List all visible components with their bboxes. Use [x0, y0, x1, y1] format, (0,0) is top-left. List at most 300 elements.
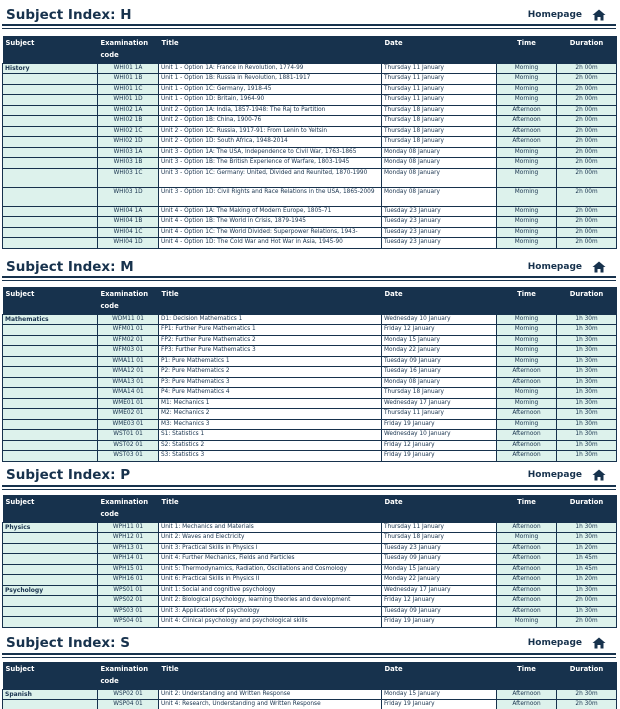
table-row — [3, 74, 617, 85]
duration-cell: 1h 30m — [557, 335, 617, 346]
subject-cell — [3, 206, 98, 217]
table-row — [3, 377, 617, 388]
column-header-date: Date — [382, 36, 497, 63]
title-cell: D1: Decision Mathematics 1 — [159, 314, 382, 325]
title-cell: M1: Mechanics 1 — [159, 398, 382, 409]
date-cell: Wednesday 17 January — [382, 585, 497, 596]
exam-code-cell: WHI03 1C — [98, 168, 159, 187]
header-rule — [2, 24, 616, 26]
title-cell: Unit 3: Applications of psychology — [159, 606, 382, 617]
table-row — [3, 522, 617, 533]
subject-cell — [3, 126, 98, 137]
title-cell: Unit 6: Practical Skills in Physics II — [159, 575, 382, 586]
table-row — [3, 543, 617, 554]
column-header-subject: Subject — [3, 662, 98, 689]
title-cell: Unit 1 - Option 1D: Britain, 1964-90 — [159, 95, 382, 106]
subject-cell — [3, 596, 98, 607]
duration-cell: 2h 00m — [557, 227, 617, 238]
time-cell: Morning — [497, 356, 557, 367]
table-row — [3, 419, 617, 430]
duration-cell: 2h 00m — [557, 137, 617, 148]
duration-cell: 2h 00m — [557, 84, 617, 95]
time-cell: Morning — [497, 419, 557, 430]
section-h — [2, 7, 616, 250]
date-cell: Monday 15 January — [382, 335, 497, 346]
duration-cell: 2h 00m — [557, 158, 617, 169]
column-header-exam-code: Examination code — [98, 36, 159, 63]
table-row — [3, 533, 617, 544]
exam-table — [2, 36, 617, 249]
duration-cell: 1h 45m — [557, 554, 617, 565]
time-cell: Morning — [497, 206, 557, 217]
table-row — [3, 335, 617, 346]
exam-code-cell: WHI02 1B — [98, 116, 159, 127]
table-row — [3, 95, 617, 106]
date-cell: Thursday 11 January — [382, 95, 497, 106]
column-header-date: Date — [382, 495, 497, 522]
section-title: Subject Index: P — [6, 467, 131, 483]
column-header-duration: Duration — [557, 495, 617, 522]
subject-cell: History — [3, 63, 98, 74]
title-cell: Unit 2 - Option 1A: India, 1857-1948: The Raj to Partition — [159, 105, 382, 116]
subject-cell: Spanish — [3, 689, 98, 700]
table-row — [3, 689, 617, 700]
time-cell: Afternoon — [497, 126, 557, 137]
title-cell: Unit 3 - Option 1C: Germany: United, Divided and Reunited, 1870-1990 — [159, 168, 382, 187]
subject-cell — [3, 409, 98, 420]
table-row — [3, 440, 617, 451]
title-cell: Unit 3 - Option 1A: The USA, Independence to Civil War, 1763-1865 — [159, 147, 382, 158]
time-cell: Morning — [497, 314, 557, 325]
duration-cell: 2h 00m — [557, 147, 617, 158]
column-header-time: Time — [497, 495, 557, 522]
exam-code-cell: WST01 01 — [98, 430, 159, 441]
column-header-duration: Duration — [557, 36, 617, 63]
exam-code-cell: WHI04 1B — [98, 217, 159, 228]
duration-cell: 1h 20m — [557, 543, 617, 554]
table-row — [3, 356, 617, 367]
duration-cell: 2h 00m — [557, 126, 617, 137]
table-row — [3, 168, 617, 187]
duration-cell: 2h 00m — [557, 95, 617, 106]
duration-cell: 2h 00m — [557, 105, 617, 116]
column-header-title: Title — [159, 495, 382, 522]
duration-cell: 2h 00m — [557, 596, 617, 607]
title-cell: Unit 3 - Option 1B: The British Experience of Warfare, 1803-1945 — [159, 158, 382, 169]
time-cell: Afternoon — [497, 137, 557, 148]
date-cell: Friday 12 January — [382, 325, 497, 336]
subject-cell — [3, 74, 98, 85]
date-cell: Monday 15 January — [382, 564, 497, 575]
homepage-label[interactable]: Homepage — [527, 638, 582, 648]
time-cell: Morning — [497, 84, 557, 95]
homepage-link[interactable] — [528, 261, 606, 273]
title-cell: Unit 2: Biological psychology, learning theories and development — [159, 596, 382, 607]
exam-code-cell: WPS02 01 — [98, 596, 159, 607]
exam-code-cell: WFM03 01 — [98, 346, 159, 357]
subject-cell — [3, 388, 98, 399]
subject-cell — [3, 430, 98, 441]
time-cell: Morning — [497, 227, 557, 238]
table-row — [3, 554, 617, 565]
exam-code-cell: WPH16 01 — [98, 575, 159, 586]
duration-cell: 1h 30m — [557, 377, 617, 388]
column-header-title: Title — [159, 662, 382, 689]
title-cell: P1: Pure Mathematics 1 — [159, 356, 382, 367]
exam-code-cell: WHI03 1A — [98, 147, 159, 158]
table-row — [3, 238, 617, 249]
date-cell: Friday 19 January — [382, 451, 497, 462]
header-rule — [2, 653, 616, 655]
title-cell: P4: Pure Mathematics 4 — [159, 388, 382, 399]
title-cell: Unit 2: Understanding and Written Response — [159, 689, 382, 700]
subject-cell — [3, 700, 98, 709]
duration-cell: 2h 30m — [557, 689, 617, 700]
title-cell: P3: Pure Mathematics 3 — [159, 377, 382, 388]
exam-code-cell: WPH11 01 — [98, 522, 159, 533]
column-header-title: Title — [159, 287, 382, 314]
title-cell: P2: Pure Mathematics 2 — [159, 367, 382, 378]
table-row — [3, 564, 617, 575]
date-cell: Thursday 18 January — [382, 137, 497, 148]
table-header-row — [3, 495, 617, 522]
duration-cell: 2h 00m — [557, 187, 617, 206]
time-cell: Morning — [497, 533, 557, 544]
subject-cell — [3, 217, 98, 228]
time-cell: Afternoon — [497, 689, 557, 700]
duration-cell: 1h 30m — [557, 419, 617, 430]
time-cell: Morning — [497, 168, 557, 187]
subject-cell — [3, 158, 98, 169]
homepage-label[interactable]: Homepage — [527, 10, 582, 20]
time-cell: Morning — [497, 217, 557, 228]
date-cell: Monday 08 January — [382, 377, 497, 388]
table-row — [3, 388, 617, 399]
time-cell: Afternoon — [497, 564, 557, 575]
title-cell: Unit 4 - Option 1C: The World Divided: Superpower Relations, 1943- — [159, 227, 382, 238]
subject-cell — [3, 440, 98, 451]
exam-code-cell: WHI02 1C — [98, 126, 159, 137]
table-header-row — [3, 662, 617, 689]
time-cell: Morning — [497, 147, 557, 158]
home-icon[interactable] — [592, 9, 606, 21]
subject-cell — [3, 356, 98, 367]
time-cell: Afternoon — [497, 409, 557, 420]
title-cell: S1: Statistics 1 — [159, 430, 382, 441]
date-cell: Tuesday 23 January — [382, 543, 497, 554]
title-cell: Unit 2 - Option 1D: South Africa, 1948-2014 — [159, 137, 382, 148]
duration-cell: 2h 00m — [557, 238, 617, 249]
date-cell: Monday 08 January — [382, 158, 497, 169]
table-row — [3, 596, 617, 607]
duration-cell: 1h 30m — [557, 398, 617, 409]
table-row — [3, 206, 617, 217]
section-title: Subject Index: S — [6, 635, 130, 651]
subject-cell: Mathematics — [3, 314, 98, 325]
time-cell: Afternoon — [497, 116, 557, 127]
homepage-label[interactable]: Homepage — [527, 470, 582, 480]
table-row — [3, 325, 617, 336]
title-cell: S3: Statistics 3 — [159, 451, 382, 462]
exam-code-cell: WPH15 01 — [98, 564, 159, 575]
section-m — [2, 259, 616, 464]
exam-code-cell: WME03 01 — [98, 419, 159, 430]
duration-cell: 1h 30m — [557, 388, 617, 399]
title-cell: S2: Statistics 2 — [159, 440, 382, 451]
title-cell: Unit 4 - Option 1B: The World in Crisis, 1879-1945 — [159, 217, 382, 228]
time-cell: Morning — [497, 158, 557, 169]
table-row — [3, 606, 617, 617]
homepage-link[interactable] — [528, 469, 606, 481]
table-header-row — [3, 36, 617, 63]
column-header-time: Time — [497, 287, 557, 314]
title-cell: Unit 1 - Option 1B: Russia in Revolution, 1881-1917 — [159, 74, 382, 85]
subject-cell — [3, 84, 98, 95]
table-row — [3, 187, 617, 206]
date-cell: Monday 08 January — [382, 187, 497, 206]
exam-code-cell: WHI02 1D — [98, 137, 159, 148]
header-rule — [2, 485, 616, 487]
table-row — [3, 126, 617, 137]
time-cell: Afternoon — [497, 377, 557, 388]
home-icon[interactable] — [592, 261, 606, 273]
exam-code-cell: WPS04 01 — [98, 617, 159, 628]
homepage-label[interactable]: Homepage — [527, 262, 582, 272]
date-cell: Wednesday 17 January — [382, 398, 497, 409]
duration-cell: 2h 00m — [557, 206, 617, 217]
column-header-exam-code: Examination code — [98, 662, 159, 689]
time-cell: Morning — [497, 95, 557, 106]
exam-code-cell: WHI04 1C — [98, 227, 159, 238]
time-cell: Morning — [497, 346, 557, 357]
duration-cell: 2h 00m — [557, 217, 617, 228]
duration-cell: 2h 00m — [557, 74, 617, 85]
duration-cell: 1h 30m — [557, 522, 617, 533]
duration-cell: 1h 30m — [557, 325, 617, 336]
title-cell: Unit 1: Social and cognitive psychology — [159, 585, 382, 596]
column-header-subject: Subject — [3, 36, 98, 63]
section-s — [2, 635, 616, 707]
table-row — [3, 84, 617, 95]
time-cell: Afternoon — [497, 451, 557, 462]
table-row — [3, 575, 617, 586]
home-icon[interactable] — [592, 469, 606, 481]
subject-cell — [3, 451, 98, 462]
title-cell: Unit 1: Mechanics and Materials — [159, 522, 382, 533]
subject-cell — [3, 543, 98, 554]
exam-code-cell: WFM01 01 — [98, 325, 159, 336]
exam-code-cell: WPS01 01 — [98, 585, 159, 596]
subject-cell — [3, 147, 98, 158]
header-rule — [2, 276, 616, 278]
table-row — [3, 398, 617, 409]
exam-code-cell: WHI04 1D — [98, 238, 159, 249]
section-title: Subject Index: H — [6, 7, 132, 23]
exam-code-cell: WPS03 01 — [98, 606, 159, 617]
subject-cell — [3, 238, 98, 249]
time-cell: Afternoon — [497, 575, 557, 586]
date-cell: Tuesday 23 January — [382, 238, 497, 249]
time-cell: Afternoon — [497, 522, 557, 533]
table-row — [3, 105, 617, 116]
subject-cell — [3, 419, 98, 430]
date-cell: Thursday 18 January — [382, 116, 497, 127]
title-cell: Unit 4 - Option 1D: The Cold War and Hot War in Asia, 1945-90 — [159, 238, 382, 249]
table-row — [3, 700, 617, 709]
table-header-row — [3, 287, 617, 314]
time-cell: Morning — [497, 335, 557, 346]
exam-code-cell: WHI01 1C — [98, 84, 159, 95]
column-header-time: Time — [497, 662, 557, 689]
column-header-title: Title — [159, 36, 382, 63]
exam-table — [2, 287, 617, 462]
date-cell: Friday 12 January — [382, 596, 497, 607]
time-cell: Morning — [497, 63, 557, 74]
exam-code-cell: WMA13 01 — [98, 377, 159, 388]
date-cell: Tuesday 16 January — [382, 367, 497, 378]
time-cell: Morning — [497, 617, 557, 628]
date-cell: Thursday 11 January — [382, 74, 497, 85]
time-cell: Afternoon — [497, 543, 557, 554]
date-cell: Friday 19 January — [382, 419, 497, 430]
exam-code-cell: WME01 01 — [98, 398, 159, 409]
section-header — [2, 7, 616, 27]
header-rule-thin — [2, 280, 616, 281]
table-row — [3, 116, 617, 127]
duration-cell: 1h 30m — [557, 451, 617, 462]
exam-code-cell: WSP02 01 — [98, 689, 159, 700]
column-header-duration: Duration — [557, 287, 617, 314]
title-cell: Unit 1 - Option 1A: France in Revolution, 1774-99 — [159, 63, 382, 74]
title-cell: M3: Mechanics 3 — [159, 419, 382, 430]
column-header-date: Date — [382, 287, 497, 314]
duration-cell: 2h 00m — [557, 168, 617, 187]
date-cell: Monday 08 January — [382, 147, 497, 158]
title-cell: FP3: Further Pure Mathematics 3 — [159, 346, 382, 357]
subject-cell: Psychology — [3, 585, 98, 596]
column-header-time: Time — [497, 36, 557, 63]
date-cell: Friday 12 January — [382, 440, 497, 451]
subject-cell — [3, 325, 98, 336]
subject-cell — [3, 617, 98, 628]
duration-cell: 1h 20m — [557, 575, 617, 586]
subject-cell — [3, 533, 98, 544]
exam-code-cell: WSP04 01 — [98, 700, 159, 709]
header-rule-thin — [2, 489, 616, 490]
date-cell: Tuesday 23 January — [382, 206, 497, 217]
date-cell: Tuesday 09 January — [382, 356, 497, 367]
exam-code-cell: WHI01 1B — [98, 74, 159, 85]
time-cell: Afternoon — [497, 596, 557, 607]
subject-cell — [3, 227, 98, 238]
exam-table — [2, 495, 617, 628]
time-cell: Afternoon — [497, 430, 557, 441]
time-cell: Morning — [497, 74, 557, 85]
exam-code-cell: WHI01 1D — [98, 95, 159, 106]
date-cell: Monday 15 January — [382, 689, 497, 700]
time-cell: Afternoon — [497, 585, 557, 596]
homepage-link[interactable] — [528, 9, 606, 21]
exam-code-cell: WMA11 01 — [98, 356, 159, 367]
homepage-link[interactable] — [528, 637, 606, 649]
date-cell: Wednesday 10 January — [382, 314, 497, 325]
table-row — [3, 585, 617, 596]
duration-cell: 1h 30m — [557, 440, 617, 451]
time-cell: Afternoon — [497, 700, 557, 709]
date-cell: Friday 19 January — [382, 700, 497, 709]
section-p — [2, 467, 616, 627]
subject-cell — [3, 606, 98, 617]
exam-code-cell: WHI02 1A — [98, 105, 159, 116]
time-cell: Afternoon — [497, 105, 557, 116]
date-cell: Thursday 18 January — [382, 533, 497, 544]
subject-cell — [3, 564, 98, 575]
exam-code-cell: WHI01 1A — [98, 63, 159, 74]
subject-cell — [3, 95, 98, 106]
title-cell: Unit 4 - Option 1A: The Making of Modern Europe, 1805-71 — [159, 206, 382, 217]
duration-cell: 1h 45m — [557, 564, 617, 575]
table-row — [3, 137, 617, 148]
duration-cell: 2h 00m — [557, 617, 617, 628]
title-cell: FP2: Further Pure Mathematics 2 — [159, 335, 382, 346]
subject-cell — [3, 168, 98, 187]
home-icon[interactable] — [592, 637, 606, 649]
duration-cell: 1h 30m — [557, 606, 617, 617]
subject-cell — [3, 346, 98, 357]
exam-code-cell: WST02 01 — [98, 440, 159, 451]
date-cell: Wednesday 10 January — [382, 430, 497, 441]
title-cell: Unit 4: Further Mechanics, Fields and Particles — [159, 554, 382, 565]
header-rule-thin — [2, 28, 616, 29]
time-cell: Afternoon — [497, 440, 557, 451]
date-cell: Thursday 18 January — [382, 126, 497, 137]
title-cell: Unit 2 - Option 1B: China, 1900-76 — [159, 116, 382, 127]
exam-code-cell: WHI03 1D — [98, 187, 159, 206]
table-row — [3, 617, 617, 628]
table-row — [3, 314, 617, 325]
subject-cell — [3, 137, 98, 148]
title-cell: Unit 5: Thermodynamics, Radiation, Oscillations and Cosmology — [159, 564, 382, 575]
duration-cell: 1h 30m — [557, 346, 617, 357]
date-cell: Tuesday 09 January — [382, 554, 497, 565]
date-cell: Tuesday 09 January — [382, 606, 497, 617]
exam-code-cell: WMA12 01 — [98, 367, 159, 378]
subject-cell — [3, 116, 98, 127]
time-cell: Morning — [497, 398, 557, 409]
subject-cell — [3, 187, 98, 206]
time-cell: Afternoon — [497, 606, 557, 617]
time-cell: Afternoon — [497, 367, 557, 378]
time-cell: Morning — [497, 325, 557, 336]
duration-cell: 1h 30m — [557, 367, 617, 378]
table-row — [3, 63, 617, 74]
column-header-subject: Subject — [3, 495, 98, 522]
title-cell: Unit 3 - Option 1D: Civil Rights and Race Relations in the USA, 1865-2009 — [159, 187, 382, 206]
table-row — [3, 451, 617, 462]
date-cell: Tuesday 23 January — [382, 217, 497, 228]
date-cell: Thursday 11 January — [382, 522, 497, 533]
section-header — [2, 467, 616, 487]
time-cell: Morning — [497, 238, 557, 249]
table-row — [3, 227, 617, 238]
title-cell: M2: Mechanics 2 — [159, 409, 382, 420]
exam-code-cell: WPH14 01 — [98, 554, 159, 565]
time-cell: Afternoon — [497, 554, 557, 565]
time-cell: Morning — [497, 388, 557, 399]
table-row — [3, 147, 617, 158]
title-cell: Unit 2 - Option 1C: Russia, 1917-91: From Lenin to Yeltsin — [159, 126, 382, 137]
duration-cell: 1h 30m — [557, 356, 617, 367]
